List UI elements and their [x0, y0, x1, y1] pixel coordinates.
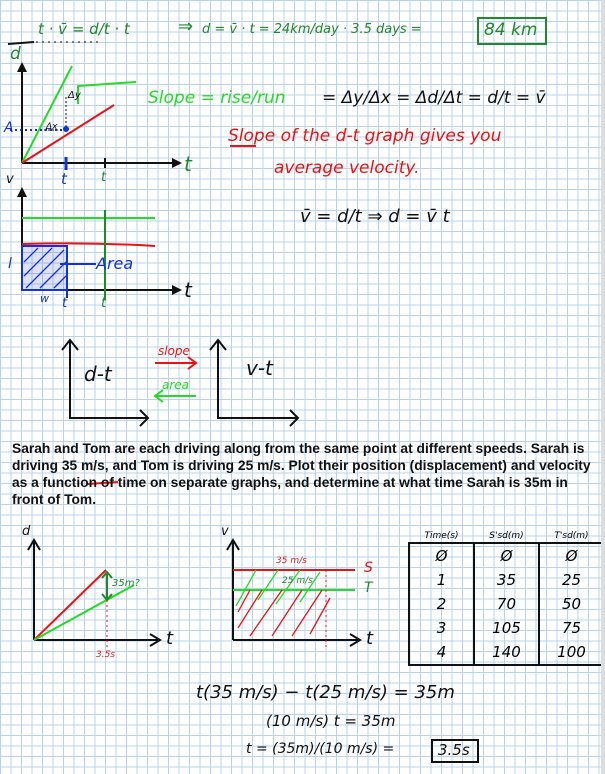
cell: Ø: [474, 543, 539, 568]
cell: 2: [409, 592, 474, 616]
table-row: [409, 568, 604, 592]
v-t-graph: [17, 187, 182, 300]
sarah-speed-label: 35 m/s: [276, 556, 307, 566]
implies-arrow: ⇒: [178, 16, 194, 37]
area-arrow-label: area: [162, 378, 190, 392]
tom-speed-label: 25 m/s: [282, 576, 313, 586]
area-label: Area: [96, 254, 134, 273]
table-row: [409, 616, 604, 640]
cell: Ø: [409, 543, 474, 568]
d-t-label: d-t: [84, 362, 112, 386]
problem-text: Sarah and Tom are each driving along from the same point at different speeds. Sarah is driving 35 m/s, and Tom is driving 25 m/s. Plot their position (displacement) and velocity as a function of time on separate graphs, and determine at what time Sarah is 35m in front of Tom.: [12, 441, 591, 507]
slope-note-line1: Slope of the d-t graph gives you: [228, 126, 502, 146]
table-header: T'sd(m): [539, 530, 604, 543]
graph1-x-label: t: [184, 152, 192, 176]
velocity-equation: v̄ = d/t ⇒ d = v̄ t: [300, 206, 450, 227]
answer-84km: 84 km: [484, 20, 538, 40]
table-row: [409, 640, 604, 665]
sarah-tom-d-t-graph: [28, 540, 160, 648]
slope-equalities: = Δy/Δx = Δd/Δt = d/t = v̄: [322, 88, 546, 108]
equation-lhs: t · v̄ = d/t · t: [38, 20, 130, 38]
graph1-y-label: d: [10, 44, 21, 64]
v-t-label: v-t: [246, 356, 273, 380]
cell: 50: [539, 592, 604, 616]
cell: 140: [474, 640, 539, 665]
graph2-tick-label: t: [101, 296, 107, 311]
cell: 35: [474, 568, 539, 592]
displacement-table: [408, 530, 605, 666]
height-label: l: [8, 256, 12, 272]
table-header: S'sd(m): [474, 530, 539, 543]
cell: Ø: [539, 543, 604, 568]
graph1-tick-label: t: [101, 170, 107, 185]
cell: 3: [409, 616, 474, 640]
page-edge: [601, 0, 605, 774]
equation-rhs: d = v̄ · t = 24km/day · 3.5 days =: [202, 22, 422, 37]
cell: 1: [409, 568, 474, 592]
width-label: w: [40, 292, 49, 305]
graph1-tick-label: t: [61, 170, 67, 188]
solution-line1: t(35 m/s) − t(25 m/s) = 35m: [196, 682, 455, 703]
slope-definition: Slope = rise/run: [148, 88, 286, 108]
graph3-y-label: d: [22, 524, 31, 539]
table-row: [409, 592, 604, 616]
table-header: Time(s): [409, 530, 474, 543]
cell: 70: [474, 592, 539, 616]
gap-label: 35m?: [112, 578, 140, 589]
cell: 25: [539, 568, 604, 592]
graph4-y-label: v: [221, 524, 229, 539]
solution-line2: (10 m/s) t = 35m: [266, 712, 396, 730]
delta-y-label: Δy: [68, 90, 81, 101]
cell: 100: [539, 640, 604, 665]
graph4-x-label: t: [366, 628, 374, 649]
cell: 4: [409, 640, 474, 665]
graph2-tick-label: t: [62, 296, 68, 311]
graph2-y-label: v: [6, 172, 14, 187]
table-row: [409, 543, 604, 568]
solution-line3: t = (35m)/(10 m/s) =: [246, 741, 395, 757]
graph3-x-label: t: [166, 628, 174, 649]
graph2-x-label: t: [184, 278, 192, 302]
cell: 105: [474, 616, 539, 640]
point-a-label: A: [4, 120, 14, 136]
tom-line-label: T: [364, 580, 373, 596]
slope-note-line2: average velocity.: [274, 158, 420, 178]
slope-arrow-label: slope: [158, 344, 190, 358]
sarah-line-label: S: [364, 560, 373, 576]
cell: 75: [539, 616, 604, 640]
solution-answer: 3.5s: [438, 741, 470, 759]
delta-x-label: Δx: [46, 122, 58, 132]
time-label: 3.5s: [96, 650, 116, 660]
